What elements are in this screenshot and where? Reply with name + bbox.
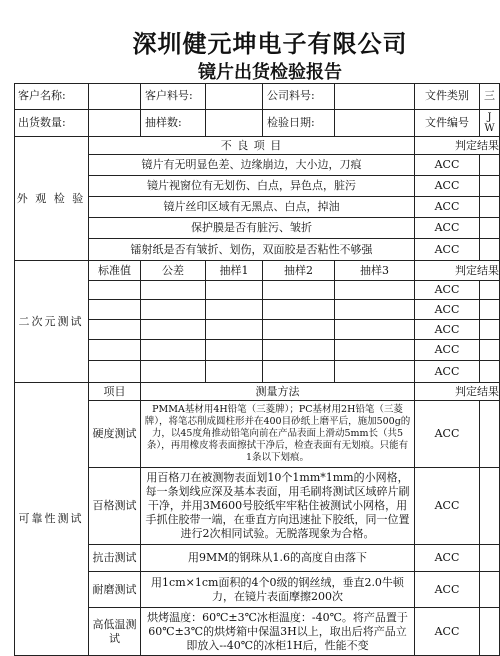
customer-name-label: 客户名称:	[14, 83, 89, 110]
dimension-cell[interactable]	[141, 320, 206, 340]
reliability-method: PMMA基材用4H铅笔（三菱牌）；PC基材用2H铅笔（三菱牌），将笔芯削成圆柱形并在400目砂纸上磨平后，施加500g的力，以45度角推动铅笔向前在产品表面上滑动5mm长（共5条），再用橡皮将表面擦拭干净后，检查表面有无划痕。只能有1条以下划痕。	[141, 401, 415, 468]
reliability-result-header: 判定结果	[415, 383, 500, 401]
appearance-result-extra	[480, 155, 500, 176]
reliability-method: 烘烤温度：60℃±3℃冰柜温度：-40℃。将产品置于60℃±3℃的烘烤箱中保温3H以上，取出后将产品立即放入--40℃的冰柜1H后，性能不变	[141, 608, 415, 656]
appearance-item: 镜片视窗位有无划伤、白点，异色点，脏污	[89, 176, 415, 197]
dimension-col-sample2: 抽样2	[263, 261, 335, 281]
appearance-section-label: 外 观 检 验	[14, 137, 89, 261]
dimension-cell[interactable]	[335, 340, 415, 361]
dimension-cell[interactable]	[89, 320, 141, 340]
dimension-result-extra	[480, 361, 500, 383]
reliability-result-extra	[480, 572, 500, 608]
customer-part-value[interactable]	[206, 83, 263, 110]
dimension-cell[interactable]	[206, 320, 263, 340]
appearance-result-extra	[480, 239, 500, 261]
dimension-result: ACC	[415, 300, 480, 320]
reliability-section-label: 可靠性测试	[14, 383, 89, 656]
dimension-cell[interactable]	[335, 361, 415, 383]
dimension-result-header: 判定结果	[415, 261, 500, 281]
dimension-cell[interactable]	[89, 281, 141, 300]
sample-qty-label: 抽样数:	[141, 110, 206, 137]
customer-part-label: 客户料号:	[141, 83, 206, 110]
reliability-method: 用百格刀在被测物表面划10个1mm*1mm的小网格，每一条划线应深及基本表面，用毛刷将测试区域碎片刷干净，并用3M600号胶纸牢牢粘住被测试小网格，用手抓住胶带一端，在垂直方向迅速扯下胶纸，同一位置进行2次相同试验。无脱落现象为合格。	[141, 468, 415, 545]
dimension-cell[interactable]	[335, 300, 415, 320]
dimension-result: ACC	[415, 340, 480, 361]
dimension-cell[interactable]	[141, 340, 206, 361]
appearance-item: 保护膜是否有脏污、皱折	[89, 218, 415, 239]
dimension-col-sample3: 抽样3	[335, 261, 415, 281]
dimension-cell[interactable]	[263, 300, 335, 320]
reliability-item: 耐磨测试	[89, 572, 141, 608]
appearance-item: 镭射纸是否有皱折、划伤，双面胶是否粘性不够强	[89, 239, 415, 261]
dimension-result: ACC	[415, 320, 480, 340]
appearance-result-extra	[480, 176, 500, 197]
dimension-cell[interactable]	[263, 320, 335, 340]
ship-qty-label: 出货数量:	[14, 110, 89, 137]
inspect-date-value[interactable]	[335, 110, 415, 137]
appearance-result: ACC	[415, 197, 480, 218]
dimension-cell[interactable]	[206, 361, 263, 383]
dimension-cell[interactable]	[263, 281, 335, 300]
reliability-item: 百格测试	[89, 468, 141, 545]
sample-qty-value[interactable]	[206, 110, 263, 137]
appearance-item: 镜片有无明显色差、边缘崩边，大小边，刀痕	[89, 155, 415, 176]
dimension-result-extra	[480, 320, 500, 340]
page-title: 深圳健元坤电子有限公司	[132, 29, 408, 58]
reliability-result: ACC	[415, 572, 480, 608]
dimension-cell[interactable]	[89, 300, 141, 320]
appearance-result: ACC	[415, 176, 480, 197]
doc-no-label: 文件编号	[415, 110, 480, 137]
reliability-item: 抗击测试	[89, 545, 141, 572]
dimension-cell[interactable]	[335, 320, 415, 340]
dimension-cell[interactable]	[89, 361, 141, 383]
customer-name-value[interactable]	[89, 83, 141, 110]
dimension-cell[interactable]	[206, 340, 263, 361]
reliability-method: 用9MM的钢珠从1.6的高度自由落下	[141, 545, 415, 572]
dimension-result: ACC	[415, 281, 480, 300]
doc-type-value: 三	[480, 83, 500, 110]
dimension-cell[interactable]	[141, 361, 206, 383]
appearance-item: 镜片丝印区域有无黑点、白点，掉油	[89, 197, 415, 218]
reliability-result: ACC	[415, 545, 480, 572]
reliability-result-extra	[480, 468, 500, 545]
appearance-result: ACC	[415, 218, 480, 239]
doc-type-label: 文件类别	[415, 83, 480, 110]
reliability-method: 用1cm×1cm面积的4个0级的钢丝绒，垂直2.0牛顿力，在镜片表面摩擦200次	[141, 572, 415, 608]
reliability-result: ACC	[415, 401, 480, 468]
dimension-cell[interactable]	[141, 300, 206, 320]
ship-qty-value[interactable]	[89, 110, 141, 137]
reliability-col-method: 测量方法	[141, 383, 415, 401]
reliability-result-extra	[480, 401, 500, 468]
dimension-result-extra	[480, 300, 500, 320]
dimension-cell[interactable]	[141, 281, 206, 300]
report-subtitle: 镜片出货检验报告	[198, 62, 342, 83]
dimension-cell[interactable]	[263, 361, 335, 383]
appearance-result: ACC	[415, 239, 480, 261]
reliability-result-extra	[480, 545, 500, 572]
dimension-col-standard: 标准值	[89, 261, 141, 281]
reliability-result: ACC	[415, 468, 480, 545]
reliability-col-item: 项目	[89, 383, 141, 401]
company-part-label: 公司料号:	[263, 83, 335, 110]
dimension-result-extra	[480, 340, 500, 361]
reliability-result: ACC	[415, 608, 480, 656]
company-part-value[interactable]	[335, 83, 415, 110]
dimension-col-sample1: 抽样1	[206, 261, 263, 281]
dimension-result: ACC	[415, 361, 480, 383]
reliability-result-extra	[480, 608, 500, 656]
dimension-cell[interactable]	[206, 281, 263, 300]
appearance-result-extra	[480, 218, 500, 239]
doc-no-value: J W	[480, 110, 500, 137]
dimension-section-label: 二次元测试	[14, 261, 89, 383]
dimension-cell[interactable]	[335, 281, 415, 300]
dimension-cell[interactable]	[263, 340, 335, 361]
inspect-date-label: 检验日期:	[263, 110, 335, 137]
dimension-cell[interactable]	[89, 340, 141, 361]
appearance-result-header: 判定结果	[415, 137, 500, 155]
appearance-defect-header: 不 良 项 目	[89, 137, 415, 155]
dimension-result-extra	[480, 281, 500, 300]
appearance-result-extra	[480, 197, 500, 218]
reliability-item: 高低温测试	[89, 608, 141, 656]
dimension-cell[interactable]	[206, 300, 263, 320]
dimension-col-tolerance: 公差	[141, 261, 206, 281]
appearance-result: ACC	[415, 155, 480, 176]
reliability-item: 硬度测试	[89, 401, 141, 468]
